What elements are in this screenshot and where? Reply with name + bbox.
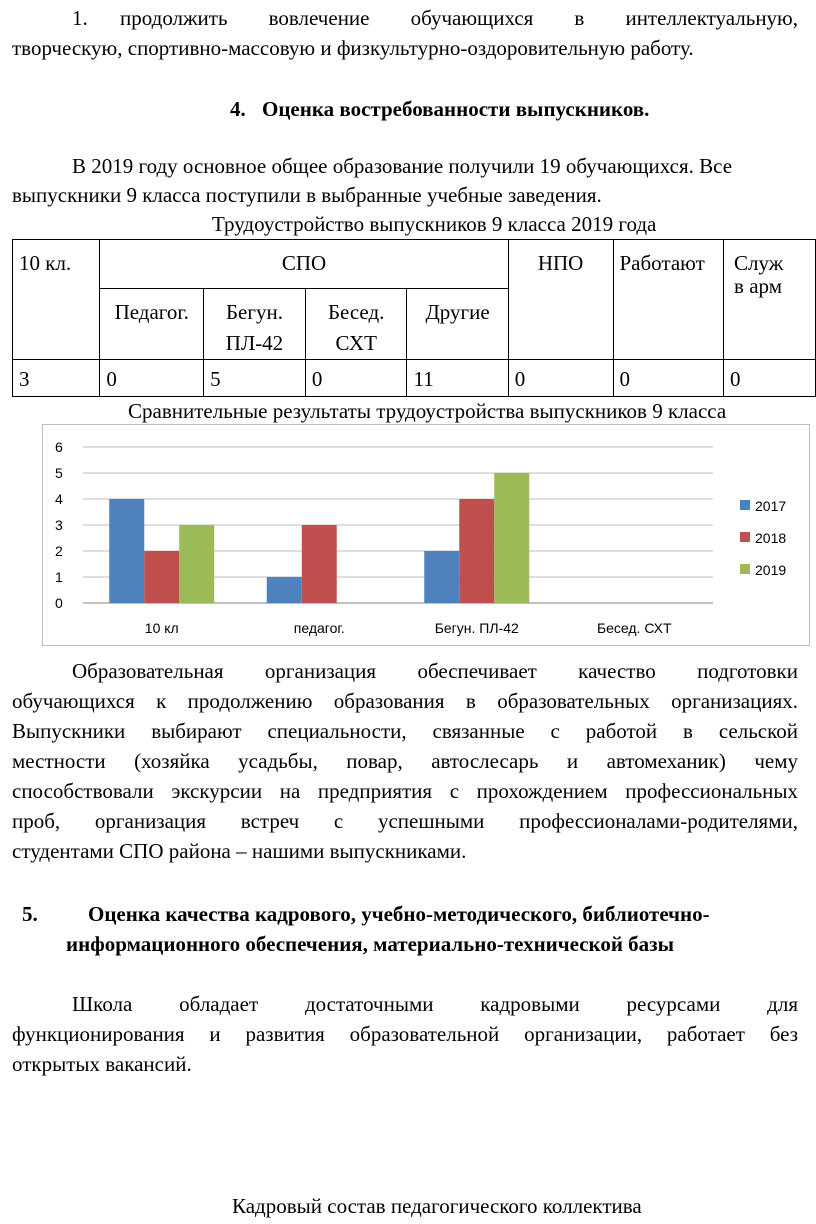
header-work: Работают xyxy=(613,240,724,360)
subheader-pedagog: Педагог. xyxy=(100,289,204,360)
bar xyxy=(494,473,529,603)
table-cell: 0 xyxy=(613,360,724,397)
legend-swatch xyxy=(740,532,750,542)
paragraph-line: Школа обладает достаточными кадровыми ресурсами для xyxy=(72,992,798,1016)
header-army xyxy=(724,240,816,360)
subheader-besed-line: Бесед. xyxy=(327,300,385,324)
table-cell: 5 xyxy=(204,360,306,397)
chart-canvas xyxy=(43,425,809,645)
header-army-line: в арм xyxy=(734,274,783,298)
bar xyxy=(267,577,302,603)
table-cell: 11 xyxy=(407,360,508,397)
paragraph-line: местности (хозяйка усадьбы, повар, автослесарь и автомеханик) чему xyxy=(12,749,798,773)
paragraph-line: студентами СПО района – нашими выпускниками. xyxy=(12,839,467,863)
legend-swatch xyxy=(740,500,750,510)
paragraph-line: обучающихся к продолжению образования в образовательных организациях. xyxy=(12,689,798,713)
subheader-begun-line: Бегун. xyxy=(226,300,283,324)
subheader-besed xyxy=(305,289,407,360)
bar xyxy=(302,525,337,603)
bar xyxy=(459,499,494,603)
employment-table xyxy=(12,239,816,397)
chart-caption: Сравнительные результаты трудоустройства выпускников 9 класса xyxy=(128,399,727,423)
x-tick-label: Бесед. СХТ xyxy=(596,620,672,636)
y-tick-label: 0 xyxy=(55,595,63,611)
list-number: 1. xyxy=(72,6,88,30)
subheader-besed-line: СХТ xyxy=(335,331,377,355)
y-tick-label: 3 xyxy=(55,517,63,533)
header-10kl: 10 кл. xyxy=(13,240,100,360)
paragraph-line: способствовали экскурсии на предприятия с прохождением профессиональных xyxy=(12,779,798,803)
table-cell: 0 xyxy=(100,360,204,397)
legend-label: 2019 xyxy=(755,562,787,578)
bar xyxy=(179,525,214,603)
section-title-line: Оценка качества кадрового, учебно-методического, библиотечно- xyxy=(88,902,710,926)
table-caption: Трудоустройство выпускников 9 класса 2019 года xyxy=(212,212,657,236)
bar xyxy=(109,499,144,603)
subheader-begun xyxy=(204,289,306,360)
legend-swatch xyxy=(740,564,750,574)
legend-label: 2018 xyxy=(755,530,787,546)
paragraph-line: открытых вакансий. xyxy=(12,1052,192,1076)
paragraph-line: Выпускники выбирают специальности, связанные с работой в сельской xyxy=(12,719,798,743)
section-number: 5. xyxy=(22,902,38,926)
bar xyxy=(144,551,179,603)
bar-chart xyxy=(42,424,810,646)
y-tick-label: 4 xyxy=(55,491,63,507)
section-title: Оценка востребованности выпускников. xyxy=(262,97,650,121)
paragraph-line: В 2019 году основное общее образование получили 19 обучающихся. Все xyxy=(72,154,733,178)
subheader-begun-line: ПЛ-42 xyxy=(225,331,284,355)
table-cell: 3 xyxy=(13,360,100,397)
y-tick-label: 1 xyxy=(55,569,63,585)
bar xyxy=(424,551,459,603)
table-cell: 0 xyxy=(305,360,407,397)
header-npo: НПО xyxy=(508,240,613,360)
paragraph-line: проб, организация встреч с успешными профессионалами-родителями, xyxy=(12,809,798,833)
table-cell: 0 xyxy=(724,360,816,397)
table-cell: 0 xyxy=(508,360,613,397)
x-tick-label: 10 кл xyxy=(144,620,179,636)
section-title-line: информационного обеспечения, материально-технической базы xyxy=(66,932,675,956)
y-tick-label: 5 xyxy=(55,465,63,481)
list-item-text-line: творческую, спортивно-массовую и физкультурно-оздоровительную работу. xyxy=(12,36,694,60)
header-army-line: Служ xyxy=(734,251,784,275)
y-tick-label: 2 xyxy=(55,543,63,559)
list-item-text-line: продолжить вовлечение обучающихся в интеллектуальную, xyxy=(120,6,798,30)
legend-label: 2017 xyxy=(755,498,787,514)
paragraph-line: выпускники 9 класса поступили в выбранные учебные заведения. xyxy=(12,183,602,207)
x-tick-label: Бегун. ПЛ-42 xyxy=(434,620,519,636)
section-number: 4. xyxy=(230,97,246,121)
footer-caption: Кадровый состав педагогического коллектива xyxy=(232,1194,642,1218)
y-tick-label: 6 xyxy=(55,439,63,455)
x-tick-label: педагог. xyxy=(293,620,345,636)
paragraph-line: функционирования и развития образовательной организации, работает без xyxy=(12,1022,798,1046)
paragraph-line: Образовательная организация обеспечивает качество подготовки xyxy=(72,659,798,683)
table-clip xyxy=(0,0,816,420)
table-row xyxy=(13,360,816,397)
subheader-other: Другие xyxy=(407,289,508,360)
header-spo: СПО xyxy=(100,240,508,289)
